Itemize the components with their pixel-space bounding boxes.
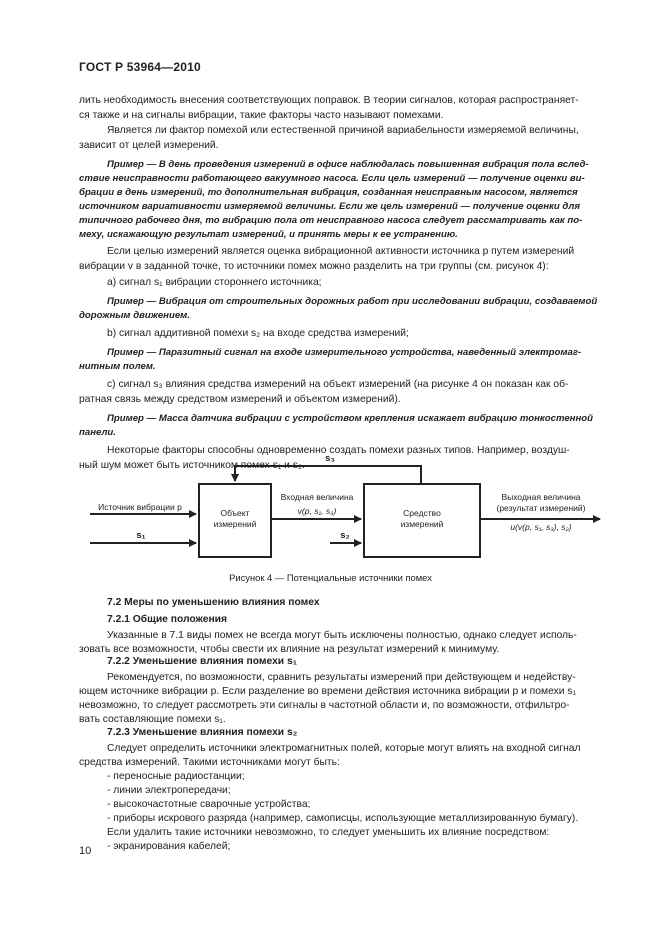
paragraph-line: ющем источнике вибрации p. Если разделение во времени действия источника вибрации p и помехи s₁ (79, 686, 576, 697)
paragraph-line: средства измерений. Такими источниками могут быть: (79, 757, 340, 768)
example-line: источником вариативности измеряемой величины. Если же цель измерений — получение оценки для (79, 201, 580, 212)
paragraph-line: вибрации v в заданной точке, то источники помех можно разделить на три группы (см. рисунок 4): (79, 261, 549, 272)
example-line: Пример — Паразитный сигнал на входе измерительного устройства, наведенный электромаг- (107, 347, 582, 358)
example-line: Пример — Вибрация от строительных дорожных работ при исследовании вибрации, создаваемой (107, 296, 598, 307)
example-line: нитным полем. (79, 361, 156, 372)
input-quantity-label-2: v(p, s₁, s₃) (297, 506, 337, 516)
list-item: b) сигнал аддитивной помехи s₂ на входе средства измерений; (107, 328, 409, 339)
output-label-1: Выходная величина (501, 492, 581, 502)
list-item: - переносные радиостанции; (107, 771, 245, 782)
list-item: - приборы искрового разряда (например, самописцы, использующие металлизированную бумагу). (107, 813, 579, 824)
figure-caption: Рисунок 4 — Потенциальные источники помех (229, 572, 432, 583)
example-line: меху, искажающую результат измерений, и принять меры к ее устранению. (79, 229, 458, 240)
paragraph-line: ный шум может быть источником помех s₁ и s₂. (79, 460, 305, 471)
paragraph-line: Рекомендуется, по возможности, сравнить результаты измерений при действующем и недейству- (107, 672, 576, 683)
paragraph-line: Некоторые факторы способны одновременно создать помехи разных типов. Например, воздуш- (107, 445, 570, 456)
list-item: - линии электропередачи; (107, 785, 231, 796)
instrument-label-2: измерений (400, 519, 444, 529)
section-heading-7-2-2: 7.2.2 Уменьшение влияния помехи s₁ (107, 656, 297, 667)
feedback-arrow (235, 466, 421, 484)
list-item: a) сигнал s₁ вибрации стороннего источника; (107, 277, 322, 288)
input-source-label: Источник вибрации p (98, 502, 182, 512)
input-quantity-label-1: Входная величина (280, 492, 354, 502)
s1-label: s₁ (136, 530, 146, 541)
s3-label: s₃ (325, 453, 335, 464)
paragraph-line: Если целью измерений является оценка вибрационной активности источника p путем измерений (107, 246, 575, 257)
example-line: панели. (79, 427, 116, 438)
list-item: c) сигнал s₃ влияния средства измерений на объект измерений (на рисунке 4 он показан как об- (107, 379, 569, 390)
section-heading-7-2: 7.2 Меры по уменьшению влияния помех (107, 597, 320, 608)
object-label-1: Объект (220, 508, 250, 518)
example-line: ствие неисправности работающего вакуумного насоса. Если цель измерений — получение оценки ви- (79, 173, 585, 184)
section-heading-7-2-3: 7.2.3 Уменьшение влияния помехи s₂ (107, 727, 298, 738)
paragraph-line: зовать все возможности, чтобы свести их влияние на результат измерений к минимуму. (79, 644, 500, 655)
example-line: Пример — Масса датчика вибрации с устройством крепления искажает вибрацию тонкостенной (107, 413, 593, 424)
object-label-2: измерений (213, 519, 257, 529)
output-label-3: u(v(p, s₁, s₃), s₂) (510, 522, 572, 532)
example-line: типичного рабочего дня, то вибрацию пола от неисправного насоса следует рассматривать как по- (79, 215, 583, 226)
section-heading-7-2-1: 7.2.1 Общие положения (107, 614, 227, 625)
paragraph-line: лить необходимость внесения соответствующих поправок. В теории сигналов, которая распространяет- (79, 95, 579, 106)
paragraph-line: Указанные в 7.1 виды помех не всегда могут быть исключены полностью, однако следует исполь- (107, 630, 577, 641)
list-item-continued: ратная связь между средством измерений и объектом измерений). (79, 394, 401, 405)
example-line: брации в день измерений, то дополнительная вибрация, созданная неисправным насосом, является (79, 187, 578, 198)
list-item: - высокочастотные сварочные устройства; (107, 799, 311, 810)
output-label-2: (результат измерений) (496, 503, 586, 513)
s2-label: s₂ (340, 530, 350, 541)
paragraph-line: зависит от целей измерений. (79, 140, 219, 151)
paragraph-line: вать составляющие помехи s₁. (79, 714, 226, 725)
document-header: ГОСТ Р 53964—2010 (79, 60, 201, 74)
paragraph-line: Если удалить такие источники невозможно, то следует уменьшить их влияние посредством: (107, 827, 550, 838)
example-line: дорожным движением. (79, 310, 190, 321)
paragraph-line: Является ли фактор помехой или естественной причиной вариабельности измеряемой величины, (107, 125, 579, 136)
instrument-label-1: Средство (403, 508, 441, 518)
list-item: - экранирования кабелей; (107, 841, 231, 852)
paragraph-line: невозможно, то следует рассмотреть эти сигналы в частотной области и, по возможности, отфильтро- (79, 700, 570, 711)
paragraph-line: ся также и на сигналы вибрации, такие факторы часто называют помехами. (79, 110, 444, 121)
example-line: Пример — В день проведения измерений в офисе наблюдалась повышенная вибрация пола вслед- (107, 159, 589, 170)
paragraph-line: Следует определить источники электромагнитных полей, которые могут влиять на входной сигнал (107, 743, 581, 754)
page-number: 10 (79, 845, 92, 857)
